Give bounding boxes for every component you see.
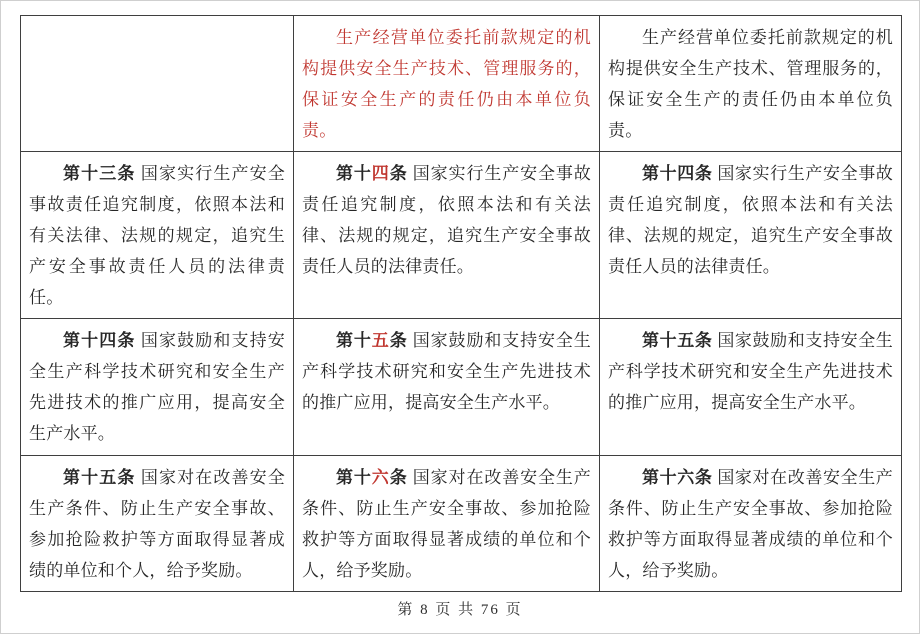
- article-segment: 第十: [336, 164, 372, 183]
- article-segment: 国家鼓励和支持安全生产科学技术研究和安全生产先进技术的推广应用，提高安全生产水平。: [29, 331, 285, 443]
- table-cell: [294, 152, 600, 319]
- article-segment: 国家实行生产安全事故责任追究制度，依照本法和有关法律、法规的规定，追究生产安全事故责任人员的法律责任。: [29, 164, 285, 307]
- article-segment: 国家鼓励和支持安全生产科学技术研究和安全生产先进技术的推广应用，提高安全生产水平。: [302, 331, 592, 412]
- table-cell: [600, 16, 902, 152]
- article-text: [302, 22, 591, 146]
- article-segment: 国家实行生产安全事故责任追究制度，依照本法和有关法律、法规的规定，追究生产安全事故责任人员的法律责任。: [302, 164, 592, 276]
- article-segment: 国家对在改善安全生产条件、防止生产安全事故、参加抢险救护等方面取得显著成绩的单位和个人，给予奖励。: [29, 468, 285, 580]
- article-text: [608, 462, 893, 586]
- article-text: [302, 462, 591, 586]
- changed-text: 五: [371, 331, 390, 350]
- article-text: [608, 22, 893, 146]
- article-text: [608, 158, 893, 282]
- changed-text: 六: [371, 468, 390, 487]
- table-row: [21, 16, 902, 152]
- article-text: [29, 325, 285, 449]
- article-text: [608, 325, 893, 418]
- article-text: [302, 325, 591, 418]
- article-segment: 条: [389, 331, 408, 350]
- article-segment: 第十四条: [642, 164, 713, 183]
- comparison-table: [20, 15, 902, 592]
- article-segment: 国家实行生产安全事故责任追究制度，依照本法和有关法律、法规的规定，追究生产安全事故责任人员的法律责任。: [608, 164, 893, 276]
- table-row: [21, 152, 902, 319]
- article-segment: 生产经营单位委托前款规定的机构提供安全生产技术、管理服务的，保证安全生产的责任仍由本单位负责。: [608, 28, 893, 140]
- article-segment: 第十五条: [642, 331, 713, 350]
- table-cell: [600, 319, 902, 456]
- table-cell: [294, 456, 600, 592]
- article-segment: 条: [389, 164, 408, 183]
- article-segment: 国家对在改善安全生产条件、防止生产安全事故、参加抢险救护等方面取得显著成绩的单位和个人，给予奖励。: [608, 468, 893, 580]
- table-cell: [21, 16, 294, 152]
- article-segment: 国家对在改善安全生产条件、防止生产安全事故、参加抢险救护等方面取得显著成绩的单位和个人，给予奖励。: [302, 468, 592, 580]
- changed-text: 四: [371, 164, 390, 183]
- table-cell: [21, 152, 294, 319]
- page-number: 第 8 页 共 76 页: [397, 602, 523, 618]
- article-segment: 第十: [336, 468, 372, 487]
- article-segment: 条: [389, 468, 408, 487]
- table-cell: [600, 152, 902, 319]
- table-cell: [21, 319, 294, 456]
- article-text: [29, 158, 285, 313]
- article-segment: 第十: [336, 331, 372, 350]
- article-segment: 国家鼓励和支持安全生产科学技术研究和安全生产先进技术的推广应用，提高安全生产水平。: [608, 331, 893, 412]
- article-segment: 第十三条: [63, 164, 136, 183]
- table-body: [21, 16, 902, 592]
- article-text: [302, 158, 591, 282]
- article-segment: 第十五条: [63, 468, 136, 487]
- article-text: [29, 462, 285, 586]
- article-segment: 第十六条: [642, 468, 713, 487]
- table-cell: [294, 319, 600, 456]
- table-cell: [21, 456, 294, 592]
- table-cell: [294, 16, 600, 152]
- table-row: [21, 319, 902, 456]
- table-row: [21, 456, 902, 592]
- table-cell: [600, 456, 902, 592]
- article-segment: 第十四条: [63, 331, 136, 350]
- changed-text: 生产经营单位委托前款规定的机构提供安全生产技术、管理服务的，保证安全生产的责任仍由本单位负责。: [302, 28, 591, 140]
